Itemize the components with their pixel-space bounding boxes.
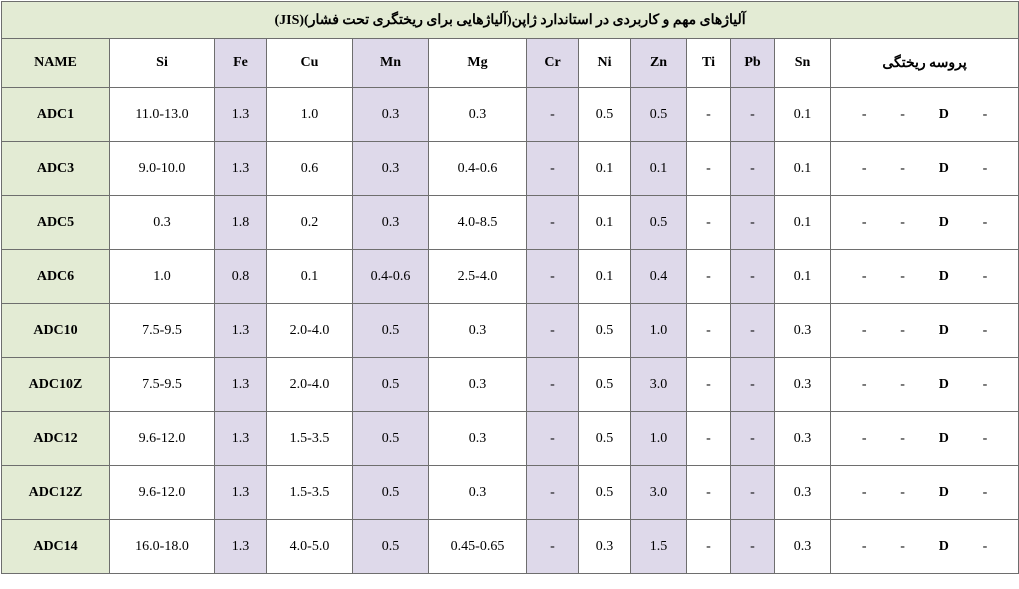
cell-ti: -: [687, 142, 731, 196]
cell-fe: 1.3: [215, 88, 267, 142]
cell-cr: -: [527, 250, 579, 304]
cell-name: ADC12Z: [2, 466, 110, 520]
cell-ti: -: [687, 88, 731, 142]
table-row: [2, 304, 1019, 358]
column-header-si: Si: [110, 39, 215, 88]
cell-pb: -: [731, 88, 775, 142]
process-mark: -: [861, 214, 867, 230]
cell-cu: 2.0-4.0: [267, 358, 353, 412]
cell-ti: -: [687, 304, 731, 358]
cell-sn: 0.3: [775, 520, 831, 574]
process-mark: -: [900, 376, 905, 392]
cell-ni: 0.5: [579, 466, 631, 520]
cell-proc: [831, 88, 1019, 142]
process-mark: D: [938, 106, 949, 122]
cell-cu: 2.0-4.0: [267, 304, 353, 358]
column-header-sn: Sn: [775, 39, 831, 88]
cell-proc: [831, 358, 1019, 412]
cell-ni: 0.1: [579, 196, 631, 250]
process-mark: D: [938, 430, 949, 446]
cell-mn: 0.3: [353, 88, 429, 142]
cell-pb: -: [731, 250, 775, 304]
process-marks: [831, 377, 1018, 393]
cell-fe: 1.3: [215, 142, 267, 196]
cell-ni: 0.1: [579, 250, 631, 304]
cell-sn: 0.3: [775, 304, 831, 358]
process-mark: -: [982, 376, 988, 392]
process-mark: -: [900, 484, 905, 500]
column-header-cu: Cu: [267, 39, 353, 88]
cell-si: 16.0-18.0: [110, 520, 215, 574]
process-mark: -: [861, 268, 867, 284]
cell-mg: 0.45-0.65: [429, 520, 527, 574]
cell-fe: 1.3: [215, 520, 267, 574]
process-mark: -: [861, 538, 867, 554]
table-title-row: [2, 2, 1019, 39]
cell-pb: -: [731, 358, 775, 412]
cell-proc: [831, 304, 1019, 358]
cell-si: 7.5-9.5: [110, 358, 215, 412]
process-mark: -: [900, 268, 905, 284]
cell-ti: -: [687, 520, 731, 574]
column-header-name: NAME: [2, 39, 110, 88]
cell-cr: -: [527, 142, 579, 196]
cell-cu: 0.6: [267, 142, 353, 196]
cell-pb: -: [731, 142, 775, 196]
cell-ni: 0.3: [579, 520, 631, 574]
cell-zn: 3.0: [631, 358, 687, 412]
cell-mn: 0.5: [353, 520, 429, 574]
process-mark: -: [900, 214, 905, 230]
table-row: [2, 466, 1019, 520]
cell-sn: 0.3: [775, 466, 831, 520]
process-mark: -: [982, 160, 988, 176]
alloy-table-sheet: [0, 1, 1019, 589]
cell-mn: 0.3: [353, 196, 429, 250]
process-marks: [831, 215, 1018, 231]
cell-ti: -: [687, 412, 731, 466]
process-mark: D: [938, 268, 949, 284]
cell-cu: 0.2: [267, 196, 353, 250]
cell-zn: 0.5: [631, 196, 687, 250]
cell-name: ADC1: [2, 88, 110, 142]
process-mark: -: [982, 268, 988, 284]
cell-pb: -: [731, 412, 775, 466]
cell-si: 9.0-10.0: [110, 142, 215, 196]
cell-ti: -: [687, 358, 731, 412]
cell-ti: -: [687, 250, 731, 304]
cell-mg: 0.3: [429, 304, 527, 358]
cell-mn: 0.5: [353, 412, 429, 466]
cell-proc: [831, 466, 1019, 520]
cell-mg: 0.3: [429, 358, 527, 412]
cell-cu: 1.5-3.5: [267, 466, 353, 520]
cell-proc: [831, 412, 1019, 466]
table-header-row: [2, 39, 1019, 88]
cell-zn: 0.5: [631, 88, 687, 142]
cell-si: 9.6-12.0: [110, 412, 215, 466]
process-mark: D: [938, 322, 949, 338]
column-header-fe: Fe: [215, 39, 267, 88]
cell-mg: 0.3: [429, 466, 527, 520]
table-row: [2, 358, 1019, 412]
cell-cr: -: [527, 304, 579, 358]
table-row: [2, 250, 1019, 304]
cell-sn: 0.1: [775, 88, 831, 142]
cell-cr: -: [527, 520, 579, 574]
process-mark: -: [861, 484, 867, 500]
cell-fe: 1.3: [215, 304, 267, 358]
cell-mg: 2.5-4.0: [429, 250, 527, 304]
cell-ni: 0.5: [579, 88, 631, 142]
cell-cr: -: [527, 358, 579, 412]
cell-pb: -: [731, 196, 775, 250]
process-marks: [831, 431, 1018, 447]
column-header-ni: Ni: [579, 39, 631, 88]
cell-mn: 0.4-0.6: [353, 250, 429, 304]
cell-mg: 0.4-0.6: [429, 142, 527, 196]
process-mark: -: [900, 430, 905, 446]
process-marks: [831, 539, 1018, 555]
process-mark: -: [861, 106, 867, 122]
cell-mg: 4.0-8.5: [429, 196, 527, 250]
cell-ni: 0.1: [579, 142, 631, 196]
process-mark: -: [861, 376, 867, 392]
column-header-proc: پروسه ریختگی: [831, 39, 1019, 88]
cell-proc: [831, 250, 1019, 304]
alloy-standard-table: [1, 1, 1019, 574]
process-marks: [831, 107, 1018, 123]
column-header-mn: Mn: [353, 39, 429, 88]
cell-fe: 1.3: [215, 412, 267, 466]
column-header-zn: Zn: [631, 39, 687, 88]
cell-mg: 0.3: [429, 412, 527, 466]
table-row: [2, 520, 1019, 574]
cell-proc: [831, 196, 1019, 250]
process-marks: [831, 269, 1018, 285]
cell-sn: 0.3: [775, 358, 831, 412]
cell-fe: 1.3: [215, 466, 267, 520]
cell-fe: 0.8: [215, 250, 267, 304]
cell-ni: 0.5: [579, 304, 631, 358]
process-mark: -: [982, 322, 988, 338]
cell-cu: 1.0: [267, 88, 353, 142]
cell-si: 0.3: [110, 196, 215, 250]
cell-pb: -: [731, 520, 775, 574]
column-header-pb: Pb: [731, 39, 775, 88]
cell-sn: 0.1: [775, 196, 831, 250]
process-mark: D: [938, 160, 949, 176]
cell-si: 1.0: [110, 250, 215, 304]
table-title: آلیاژهای مهم و کاربردی در استاندارد ژاپن(آلیاژهایی برای ریختگری تحت فشار)(JIS): [2, 2, 1019, 39]
process-marks: [831, 485, 1018, 501]
cell-name: ADC10Z: [2, 358, 110, 412]
cell-ni: 0.5: [579, 412, 631, 466]
column-header-mg: Mg: [429, 39, 527, 88]
process-mark: -: [861, 322, 867, 338]
cell-mn: 0.3: [353, 142, 429, 196]
process-mark: -: [982, 484, 988, 500]
cell-name: ADC14: [2, 520, 110, 574]
cell-name: ADC12: [2, 412, 110, 466]
cell-cr: -: [527, 196, 579, 250]
process-mark: -: [982, 214, 988, 230]
cell-mn: 0.5: [353, 304, 429, 358]
process-mark: -: [900, 322, 905, 338]
cell-sn: 0.3: [775, 412, 831, 466]
cell-sn: 0.1: [775, 142, 831, 196]
cell-proc: [831, 520, 1019, 574]
process-mark: -: [982, 106, 988, 122]
process-mark: -: [982, 538, 988, 554]
cell-fe: 1.8: [215, 196, 267, 250]
cell-zn: 0.1: [631, 142, 687, 196]
table-row: [2, 196, 1019, 250]
cell-cu: 4.0-5.0: [267, 520, 353, 574]
process-mark: D: [938, 484, 949, 500]
cell-name: ADC6: [2, 250, 110, 304]
process-mark: -: [900, 538, 905, 554]
cell-proc: [831, 142, 1019, 196]
cell-zn: 1.5: [631, 520, 687, 574]
cell-name: ADC3: [2, 142, 110, 196]
process-mark: -: [982, 430, 988, 446]
cell-cr: -: [527, 88, 579, 142]
process-mark: D: [938, 538, 949, 554]
cell-cr: -: [527, 412, 579, 466]
cell-cr: -: [527, 466, 579, 520]
cell-zn: 0.4: [631, 250, 687, 304]
cell-cu: 1.5-3.5: [267, 412, 353, 466]
cell-sn: 0.1: [775, 250, 831, 304]
cell-mn: 0.5: [353, 358, 429, 412]
column-header-cr: Cr: [527, 39, 579, 88]
cell-cu: 0.1: [267, 250, 353, 304]
cell-name: ADC10: [2, 304, 110, 358]
process-mark: -: [861, 160, 867, 176]
process-mark: -: [900, 106, 905, 122]
table-row: [2, 142, 1019, 196]
cell-mn: 0.5: [353, 466, 429, 520]
process-mark: D: [938, 214, 949, 230]
cell-name: ADC5: [2, 196, 110, 250]
cell-ni: 0.5: [579, 358, 631, 412]
table-row: [2, 412, 1019, 466]
process-marks: [831, 323, 1018, 339]
process-mark: D: [938, 376, 949, 392]
process-mark: -: [861, 430, 867, 446]
cell-mg: 0.3: [429, 88, 527, 142]
process-marks: [831, 161, 1018, 177]
cell-zn: 3.0: [631, 466, 687, 520]
cell-pb: -: [731, 466, 775, 520]
cell-si: 11.0-13.0: [110, 88, 215, 142]
column-header-ti: Ti: [687, 39, 731, 88]
cell-zn: 1.0: [631, 412, 687, 466]
cell-si: 7.5-9.5: [110, 304, 215, 358]
cell-fe: 1.3: [215, 358, 267, 412]
table-row: [2, 88, 1019, 142]
cell-ti: -: [687, 466, 731, 520]
process-mark: -: [900, 160, 905, 176]
cell-ti: -: [687, 196, 731, 250]
cell-si: 9.6-12.0: [110, 466, 215, 520]
cell-pb: -: [731, 304, 775, 358]
cell-zn: 1.0: [631, 304, 687, 358]
